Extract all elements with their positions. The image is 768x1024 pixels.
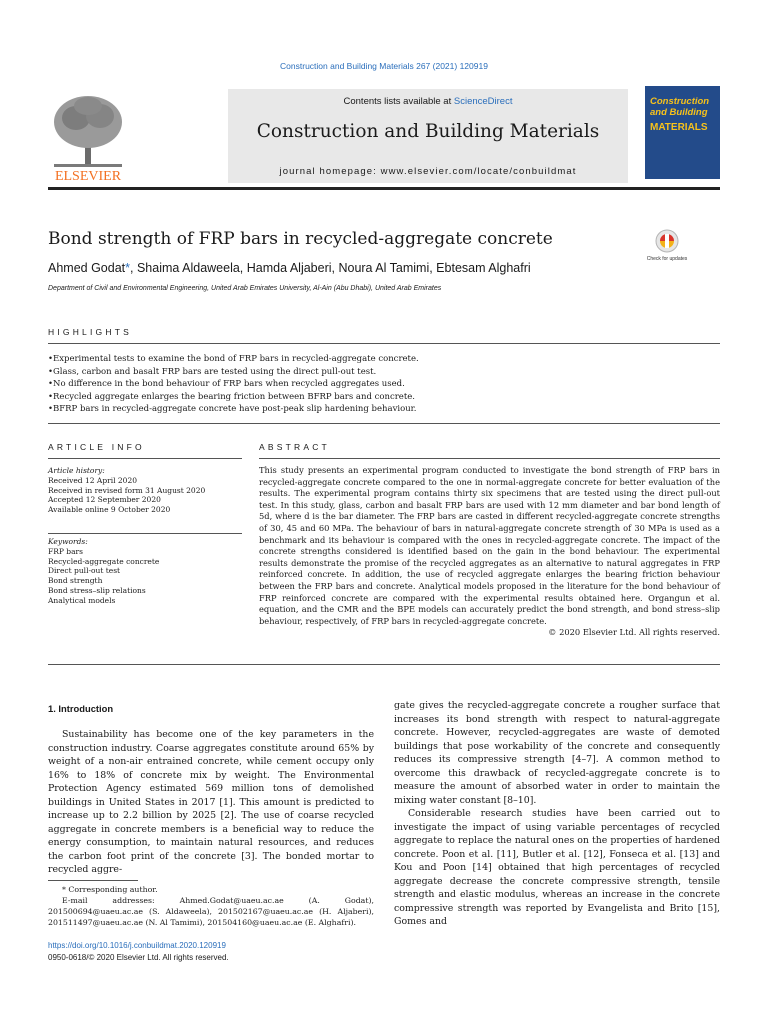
publisher-name: ELSEVIER <box>54 169 122 184</box>
keyword-item: Bond strength <box>48 576 103 586</box>
keywords-rule <box>48 533 242 534</box>
abstract-bottom-rule <box>48 664 720 665</box>
history-label: Article history: <box>48 466 105 475</box>
abstract-text: This study presents an experimental program conducted to investigate the bond strength of FRP bars in recycled-aggregate concrete compared to the one in normal-aggregate concrete for better evaluation of the results. The experimental program contains thirty six specimens that are tested using the direct pull-out test. In this study, glass, carbon and basalt FRP bars are used with 12 mm diameter and bar bond length of 5d, where d is the bar diameter. The FRP bars are casted in different recycled-aggregate concrete strengths of 30, 45 and 60 MPa. The behaviour of bars in natural-aggregate concrete strength of 30 MPa is used as a benchmark and its behaviour is compared with the ones in recycled-aggregate concrete. The impact of the concrete strengths considered is identified based on the gain in the bond behaviour. The experimental results demonstrate the promise of the recycled aggregates as an alternative to natural aggregates in FRP reinforced concrete. In addition, the use of recycled aggregate enlarges the bearing friction behaviour between the FRP bars and concrete. Analytical models proposed in the literature for the bond behaviour of FRP reinforced concrete are compared with the experimental results obtained here. Organgun et al. equation, and the CMR and the BPE models can accurately predict the bond strength, and bond stress–slip behaviour, respectively, of FRP bars in recycled-aggregate concrete. <box>259 465 720 626</box>
highlights-heading: HIGHLIGHTS <box>48 327 132 337</box>
crossmark-label: Check for updates <box>646 256 688 262</box>
footnote-rule <box>48 880 138 881</box>
cover-subtitle: MATERIALS <box>650 122 708 133</box>
keyword-item: FRP bars <box>48 546 83 556</box>
article-info-heading: ARTICLE INFO <box>48 442 145 452</box>
paragraph: Considerable research studies have been carried out to investigate the impact of using variable percentages of recycled aggregate to replace the natural ones on the properties of hardened concrete. Poon et al. [11], Butler et al. [12], Fonseca et al. [13] and Kou and Poon [14] obtained that high percentages of recycled aggregate decrease the concrete compressive strength, tensile strength and elastic modulus, whereas an increase in the concrete compressive strength was reported by Evangelista and Brito [15], Gomes and <box>394 808 720 927</box>
sciencedirect-link[interactable]: ScienceDirect <box>453 96 513 107</box>
keywords-label: Keywords: <box>48 537 88 546</box>
contents-prefix: Contents lists available at <box>343 96 454 107</box>
journal-title: Construction and Building Materials <box>256 121 600 142</box>
journal-homepage[interactable]: journal homepage: www.elsevier.com/locate/conbuildmat <box>279 166 577 177</box>
doi-link[interactable]: https://doi.org/10.1016/j.conbuildmat.2020.120919 <box>48 941 226 950</box>
affiliation: Department of Civil and Environmental Engineering, United Arab Emirates University, Al-Ain (Abu Dhabi), United Arab Emirates <box>48 285 442 292</box>
crossmark-icon <box>646 228 688 268</box>
section-heading-introduction: 1. Introduction <box>48 703 114 714</box>
history-item: Received in revised form 31 August 2020 <box>48 485 206 495</box>
contents-line <box>228 96 628 107</box>
abstract-body <box>259 465 720 639</box>
highlights-bottom-rule <box>48 423 720 424</box>
corresponding-author-note: * Corresponding author. <box>62 885 158 894</box>
cover-title: Construction and Building <box>650 96 710 118</box>
keywords <box>48 537 242 606</box>
abstract-copyright: © 2020 Elsevier Ltd. All rights reserved. <box>548 627 720 638</box>
history-item: Accepted 12 September 2020 <box>48 495 161 505</box>
paragraph: gate gives the recycled-aggregate concrete a rougher surface that increases its bond strength with respect to natural-aggregate concrete. However, recycled-aggregates are waste of demoted buildings that pose workability of the concrete and consequently reduces its compressive strength [4–7]. A common method to overcome this drawback of recycled-aggregate concrete is to measure the amount of absorbed water in order to maintain the mixing water constant [8–10]. <box>394 700 720 806</box>
keyword-item: Direct pull-out test <box>48 566 121 576</box>
body-column-left <box>48 728 374 877</box>
author-name: Ahmed Godat <box>48 261 126 275</box>
highlights-rule <box>48 343 720 344</box>
author-names: , Shaima Aldaweela, Hamda Aljaberi, Noura Al Tamimi, Ebtesam Alghafri <box>130 261 531 275</box>
highlight-item: • No difference in the bond behaviour of FRP bars when recycled aggregates used. <box>48 378 720 391</box>
author-emails[interactable]: E-mail addresses: Ahmed.Godat@uaeu.ac.ae (A. Godat), 201500694@uaeu.ac.ae (S. Aldaweela), 201502167@uaeu.ac.ae (H. Aljaberi), 201511497@uaeu.ac.ae (N. Al Tamimi), 201504160@uaeu.ac.ae (E. Alghafri). <box>48 896 374 927</box>
footnote <box>48 884 374 928</box>
author-list <box>48 261 531 275</box>
highlight-item: • Recycled aggregate enlarges the bearing friction between BFRP bars and concrete. <box>48 391 720 404</box>
check-for-updates-badge[interactable] <box>646 228 688 268</box>
corresponding-author-mark[interactable]: * <box>125 261 131 275</box>
highlights-list <box>48 353 720 416</box>
history-item: Available online 9 October 2020 <box>48 505 171 515</box>
body-column-right <box>394 699 720 929</box>
elsevier-logo <box>48 92 128 184</box>
highlight-item: • BFRP bars in recycled-aggregate concrete have post-peak slip hardening behaviour. <box>48 403 720 416</box>
history-item: Received 12 April 2020 <box>48 475 137 485</box>
journal-reference[interactable]: Construction and Building Materials 267 (2021) 120919 <box>280 61 488 71</box>
keyword-item: Analytical models <box>48 595 116 605</box>
article-title: Bond strength of FRP bars in recycled-aggregate concrete <box>48 229 553 249</box>
keyword-item: Bond stress–slip relations <box>48 585 146 595</box>
issn-line: 0950-0618/© 2020 Elsevier Ltd. All rights reserved. <box>48 953 229 962</box>
highlight-item: • Experimental tests to examine the bond of FRP bars in recycled-aggregate concrete. <box>48 353 720 366</box>
abstract-heading: ABSTRACT <box>259 442 330 452</box>
header-rule <box>48 187 720 190</box>
article-info-rule <box>48 458 242 459</box>
journal-cover <box>645 86 720 179</box>
article-history <box>48 466 242 515</box>
abstract-rule <box>259 458 720 459</box>
keyword-item: Recycled-aggregate concrete <box>48 556 160 566</box>
paragraph: Sustainability has become one of the key parameters in the construction industry. Coarse aggregates constitute around 65% by weight of a non-air entrained concrete, while cement occupy only 16% to 18% of concrete mix by weight. The Environmental Protection Agency estimated 569 million tons of demolished buildings in United States in 2017 [1]. This amount is predicted to increase up to 2.2 billion by 2025 [2]. The use of coarse recycled aggregate in concrete members is a beneficial way to reduce the energy consumption, to maintain natural resources, and reduces the carbon foot print of the concrete [3]. The bonded mortar to recycled aggre- <box>48 729 374 875</box>
elsevier-tree-icon <box>48 92 128 184</box>
highlight-item: • Glass, carbon and basalt FRP bars are tested using the direct pull-out test. <box>48 366 720 379</box>
